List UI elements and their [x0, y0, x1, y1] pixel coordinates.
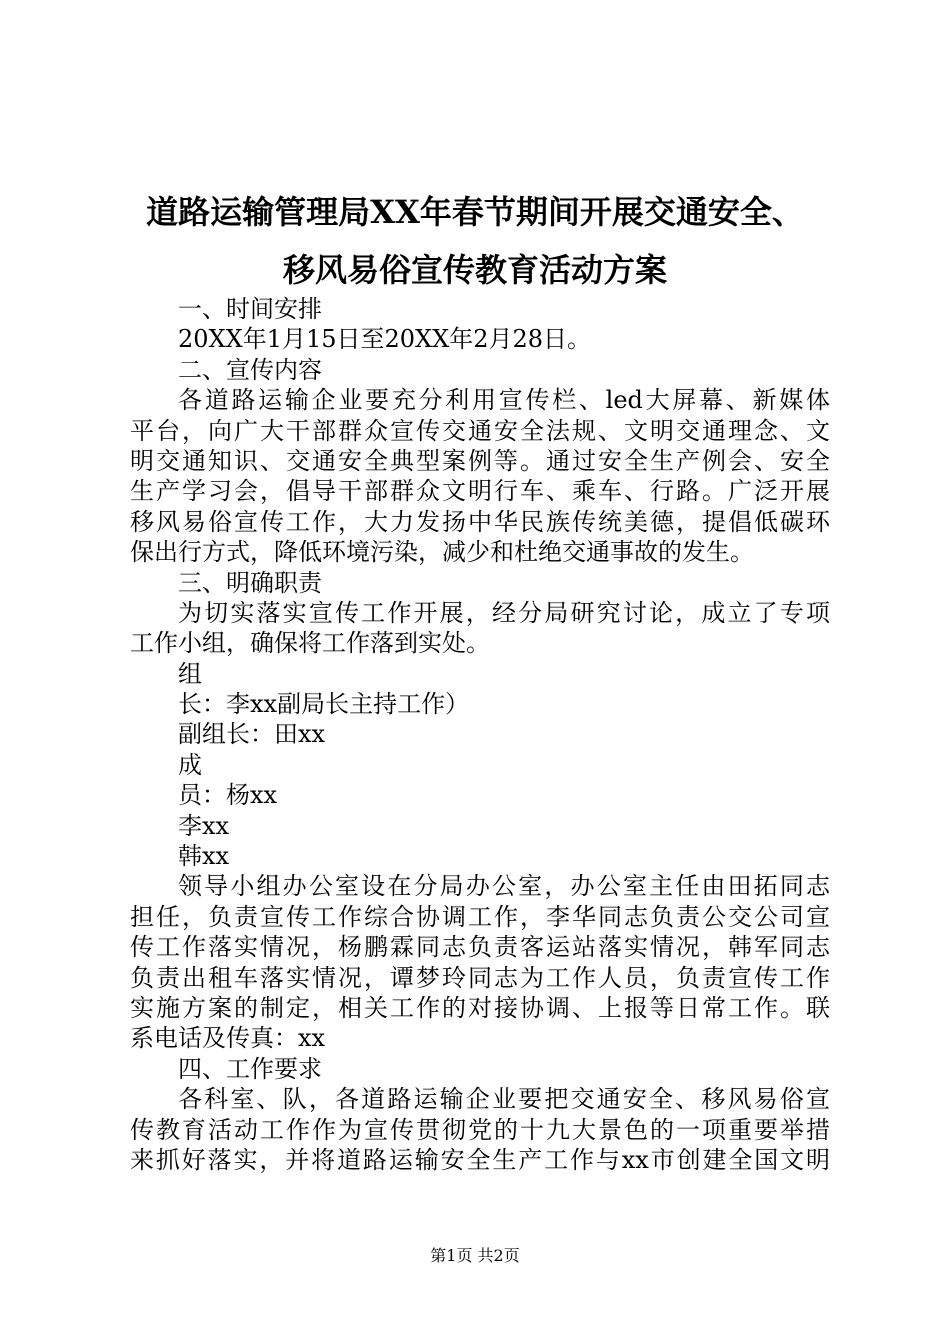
paragraph-line: 系电话及传真：xx [130, 1024, 326, 1053]
section-heading-duties: 三、明确职责 [178, 568, 322, 597]
section-heading-schedule: 一、时间安排 [178, 295, 322, 323]
document-title-line-1: 道路运输管理局XX年春节期间开展交通安全、 [146, 193, 804, 231]
paragraph-line: 各科室、队，各道路运输企业要把交通安全、移风易俗宣 [178, 1085, 830, 1114]
roster-line: 副组长：田xx [178, 720, 326, 749]
roster-line: 韩xx [178, 842, 230, 871]
paragraph-line: 各道路运输企业要充分利用宣传栏、led大屏幕、新媒体 [178, 386, 830, 415]
document-body [130, 294, 830, 1175]
paragraph-line: 实施方案的制定，相关工作的对接协调、上报等日常工作。联 [130, 993, 830, 1022]
roster-line: 组 [178, 659, 202, 688]
paragraph-line: 保出行方式，降低环境污染，减少和杜绝交通事故的发生。 [130, 538, 754, 567]
section-heading-content: 二、宣传内容 [178, 355, 322, 384]
paragraph-line: 移风易俗宣传工作，大力发扬中华民族传统美德，提倡低碳环 [130, 507, 830, 536]
paragraph-line: 传工作落实情况，杨鹏霖同志负责客运站落实情况，韩军同志 [130, 933, 830, 962]
schedule-dates: 20XX年1月15日至20XX年2月28日。 [178, 325, 592, 354]
paragraph-line: 负责出租车落实情况，谭梦玲同志为工作人员，负责宣传工作 [130, 963, 830, 992]
paragraph-line: 领导小组办公室设在分局办公室，办公室主任由田拓同志 [178, 872, 830, 901]
roster-line: 成 [178, 750, 202, 779]
section-heading-requirements: 四、工作要求 [178, 1054, 322, 1083]
roster-line: 员：杨xx [178, 781, 278, 810]
page-number-footer: 第1页 共2页 [430, 1246, 520, 1265]
paragraph-line: 为切实落实宣传工作开展，经分局研究讨论，成立了专项 [178, 598, 830, 627]
document-title-line-2: 移风易俗宣传教育活动方案 [282, 251, 667, 289]
paragraph-line: 担任，负责宣传工作综合协调工作，李华同志负责公交公司宣 [130, 902, 830, 931]
paragraph-line: 传教育活动工作作为宣传贯彻党的十九大景色的一项重要举措 [130, 1115, 830, 1144]
paragraph-line: 来抓好落实，并将道路运输安全生产工作与xx市创建全国文明 [130, 1145, 830, 1174]
paragraph-line: 明交通知识、交通安全典型案例等。通过安全生产例会、安全 [130, 446, 830, 475]
roster-line: 李xx [178, 811, 230, 840]
paragraph-line: 平台，向广大干部群众宣传交通安全法规、文明交通理念、文 [130, 416, 830, 445]
roster-line: 长：李xx副局长主持工作） [178, 690, 470, 719]
paragraph-line: 生产学习会，倡导干部群众文明行车、乘车、行路。广泛开展 [130, 477, 830, 506]
paragraph-line: 工作小组，确保将工作落到实处。 [130, 629, 490, 658]
